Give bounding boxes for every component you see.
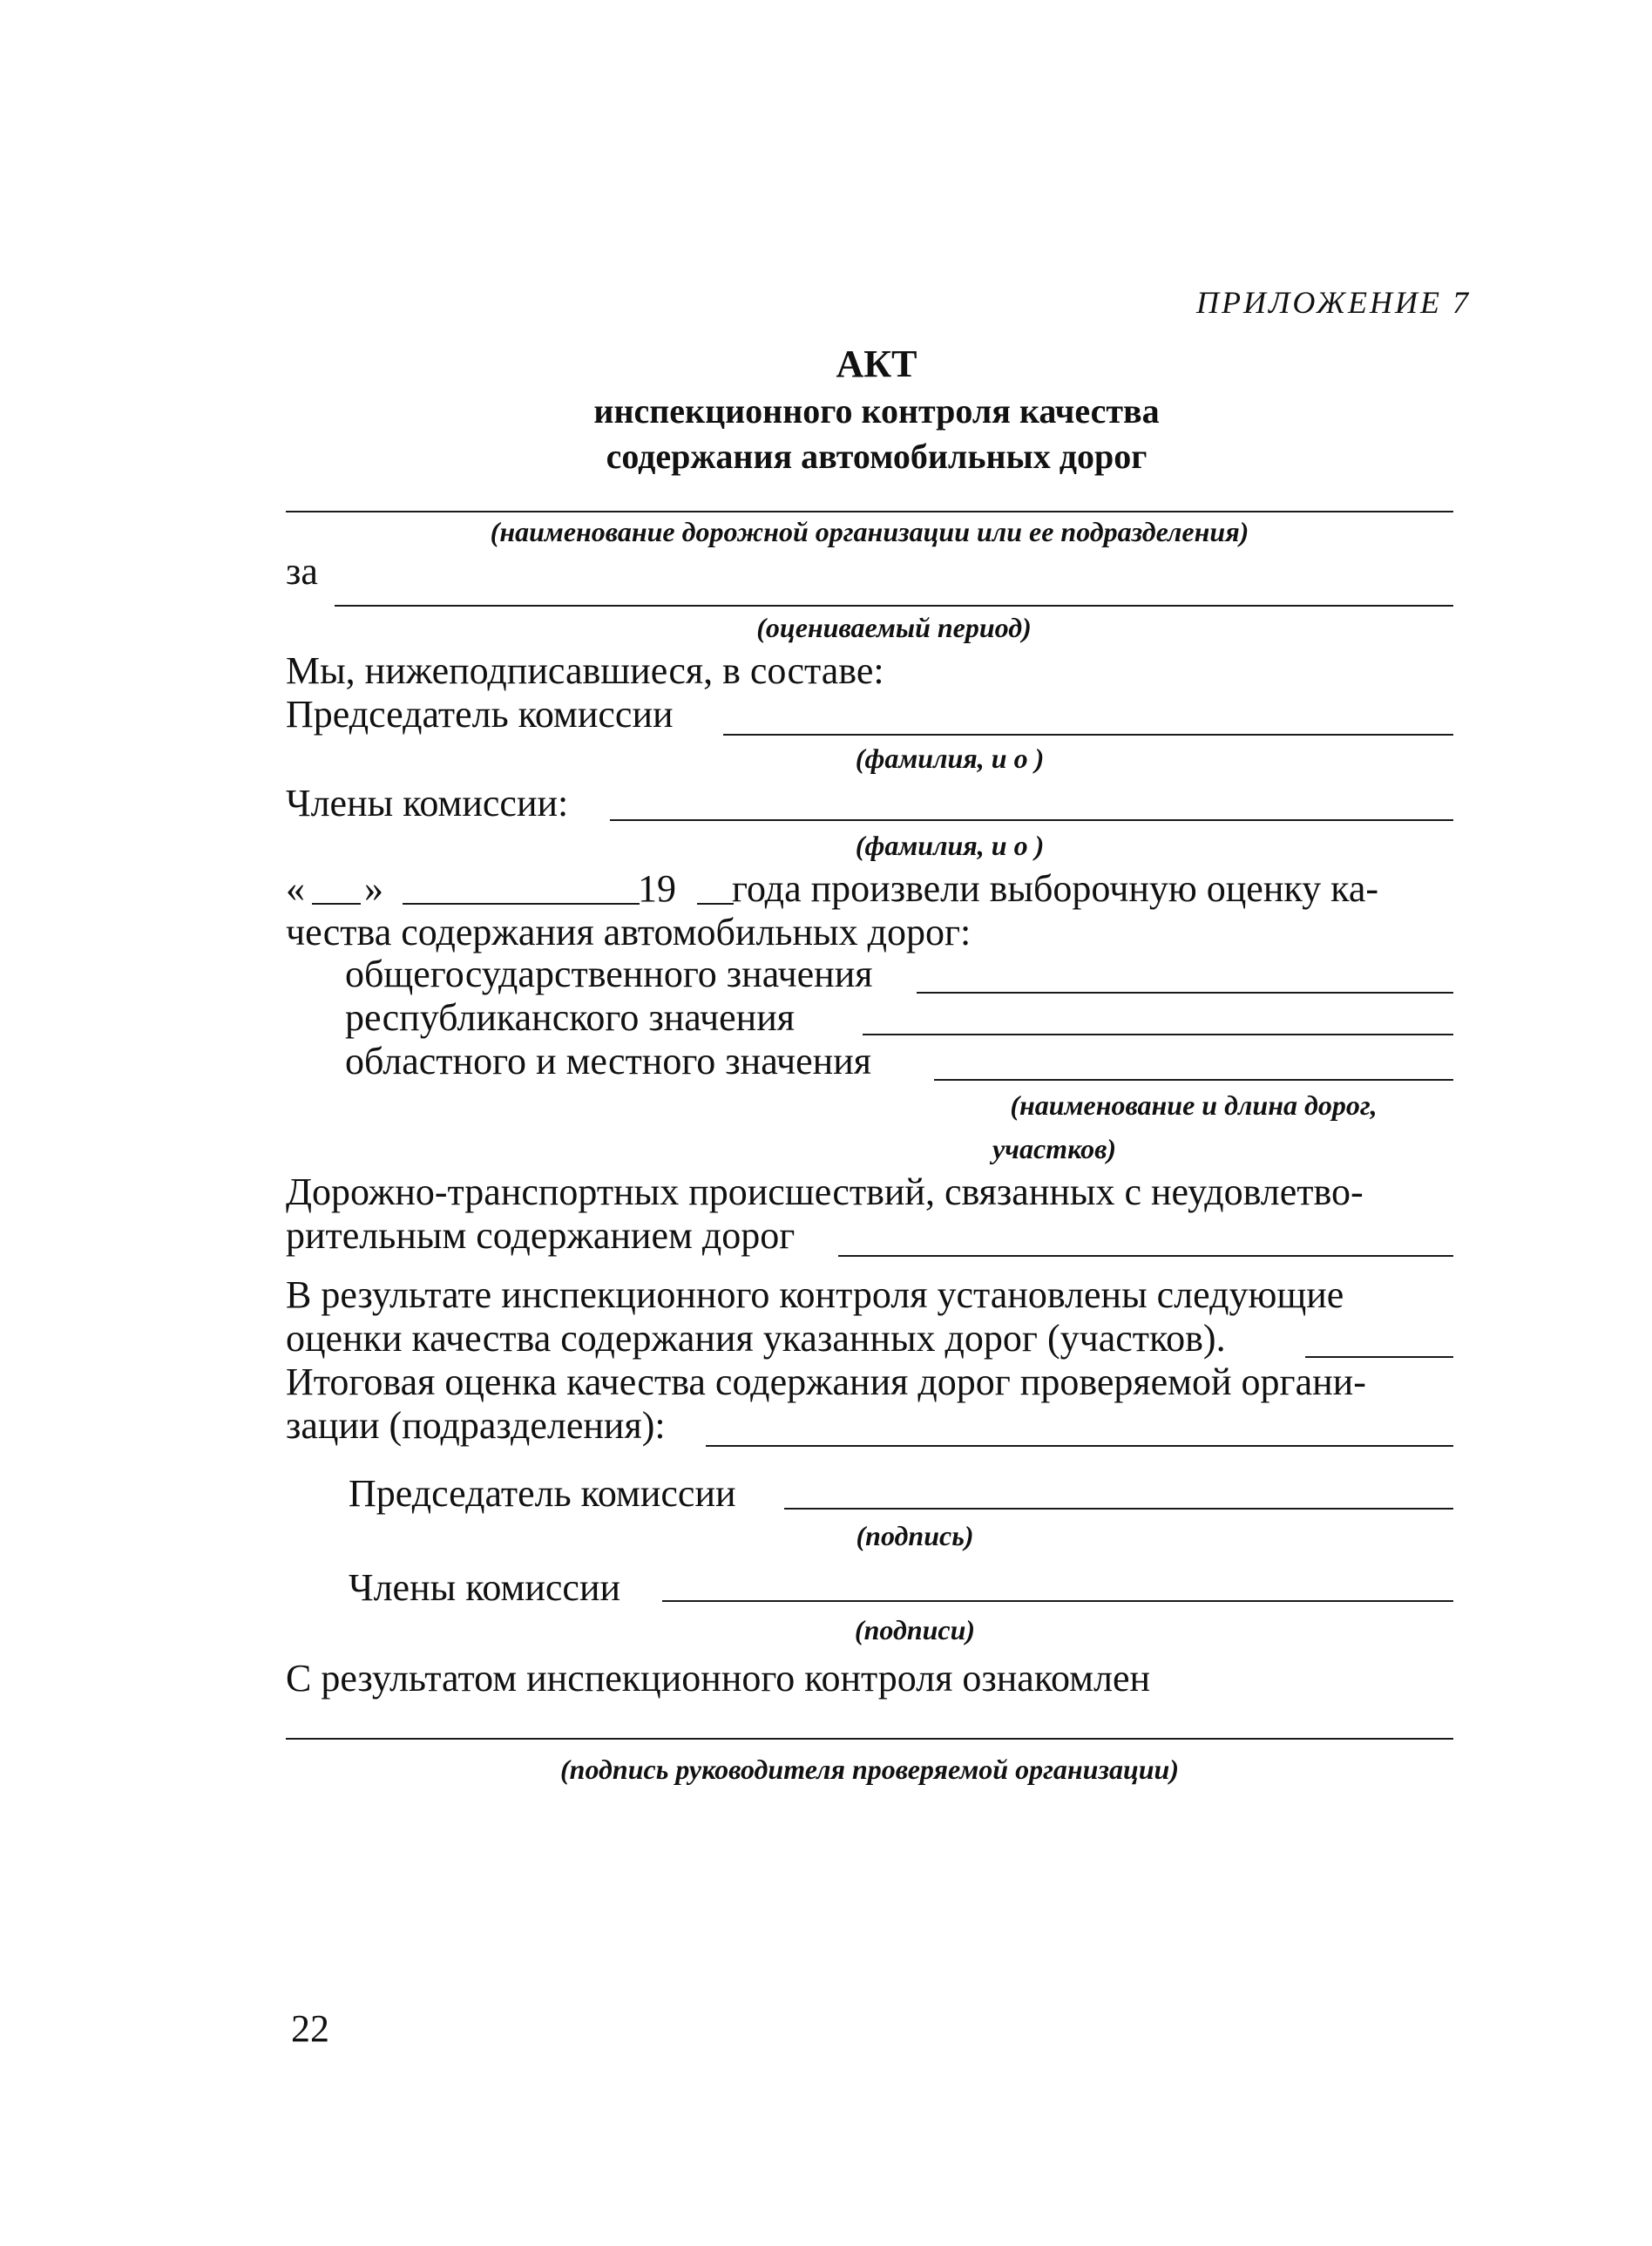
chairman-signature-caption: (подпись) (856, 1520, 974, 1551)
head-signature-caption: (подпись руководителя проверяемой организации) (559, 1754, 1179, 1785)
roads-caption-line-1: (наименование и длина дорог, (1010, 1089, 1378, 1121)
final-text-line-2: зации (подразделения): (286, 1404, 666, 1447)
members-name-field[interactable] (610, 819, 1453, 821)
results-text-line-1: В результате инспекционного контроля установлены следующие (286, 1273, 1344, 1316)
year-suffix-field[interactable] (697, 903, 734, 905)
page-number: 22 (291, 2007, 329, 2050)
road-national-label: общегосударственного значения (345, 953, 873, 995)
for-label: за (286, 550, 318, 593)
year-prefix: 19 (638, 867, 676, 910)
road-regional-label: областного и местного значения (345, 1040, 871, 1082)
accidents-text-line-2: рительным содержанием дорог (286, 1214, 796, 1257)
roads-caption-line-2: участков) (992, 1133, 1117, 1164)
results-text-line-2: оценки качества содержания указанных дорог (участков). (286, 1317, 1226, 1360)
road-regional-field[interactable] (934, 1079, 1453, 1081)
date-close-quote: » (364, 867, 383, 910)
evaluation-text-line-2: чества содержания автомобильных дорог: (286, 911, 972, 953)
undersigned-text: Мы, нижеподписавшиеся, в составе: (286, 649, 884, 692)
members-name-caption: (фамилия, и о ) (855, 830, 1045, 861)
date-open-quote: « (286, 867, 305, 910)
organization-field[interactable] (286, 511, 1453, 512)
road-republic-label: республиканского значения (345, 996, 796, 1039)
chairman-signature-field[interactable] (784, 1508, 1453, 1510)
chairman-name-field[interactable] (723, 734, 1453, 736)
sign-members-label: Члены комиссии (349, 1566, 621, 1609)
final-text-line-1: Итоговая оценка качества содержания дорог проверяемой органи- (286, 1360, 1366, 1403)
period-caption: (оцениваемый период) (756, 612, 1032, 643)
chairman-name-caption: (фамилия, и о ) (855, 743, 1045, 774)
members-label: Члены комиссии: (286, 782, 569, 824)
organization-caption: (наименование дорожной организации или ее подразделения) (490, 516, 1249, 547)
members-signature-field[interactable] (662, 1600, 1453, 1602)
date-day-field[interactable] (312, 903, 361, 905)
accidents-text-line-1: Дорожно-транспортных происшествий, связанных с неудовлетво- (286, 1170, 1364, 1213)
accidents-field[interactable] (838, 1255, 1453, 1257)
document-title: АКТ (836, 343, 917, 385)
final-field[interactable] (706, 1445, 1453, 1447)
evaluation-text-line-1: года произвели выборочную оценку ка- (732, 867, 1379, 910)
sign-chairman-label: Председатель комиссии (349, 1472, 736, 1515)
results-field[interactable] (1305, 1356, 1453, 1358)
date-month-field[interactable] (403, 903, 640, 905)
document-subtitle-line-1: инспекционного контроля качества (593, 391, 1160, 431)
road-national-field[interactable] (917, 992, 1453, 994)
document-subtitle-line-2: содержания автомобильных дорог (606, 437, 1148, 476)
chairman-label: Председатель комиссии (286, 693, 674, 736)
acquainted-text: С результатом инспекционного контроля ознакомлен (286, 1657, 1151, 1700)
period-field[interactable] (335, 605, 1453, 607)
road-republic-field[interactable] (863, 1034, 1453, 1035)
members-signature-caption: (подписи) (854, 1614, 976, 1645)
appendix-label: ПРИЛОЖЕНИЕ 7 (1196, 285, 1471, 320)
head-signature-field[interactable] (286, 1738, 1453, 1740)
